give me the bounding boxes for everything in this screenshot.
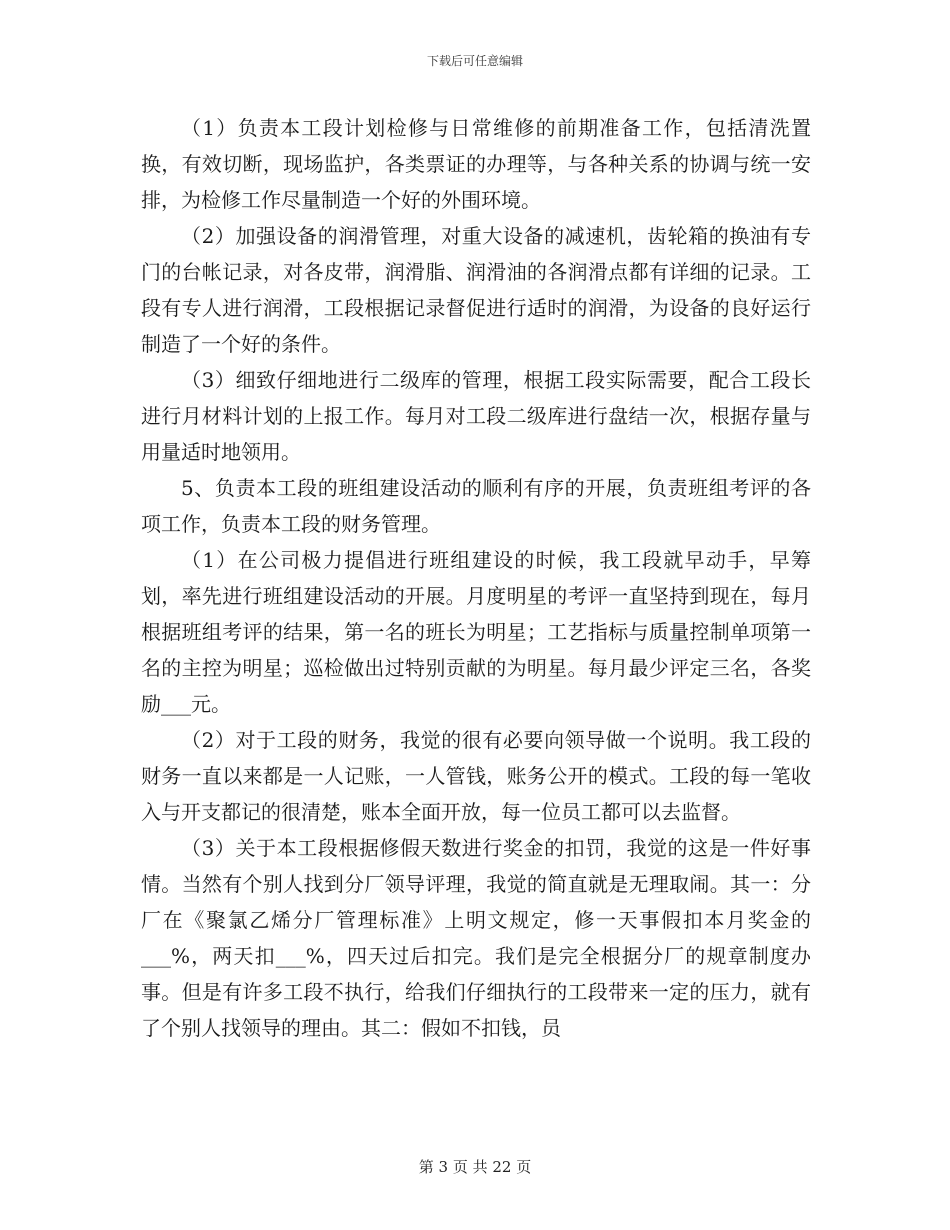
document-body [141,110,811,1046]
paragraph-7: （3）关于本工段根据修假天数进行奖金的扣罚，我觉的这是一件好事情。当然有个别人找到分厂领导评理，我觉的简直就是无理取闹。其一：分厂在《聚氯乙烯分厂管理标准》上明文规定，修一天事假扣本月奖金的___%，两天扣___%，四天过后扣完。我们是完全根据分厂的规章制度办事。但是有许多工段不执行，给我们仔细执行的工段带来一定的压力，就有了个别人找领导的理由。其二：假如不扣钱，员 [141,836,811,1040]
paragraph-3: （3）细致仔细地进行二级库的管理，根据工段实际需要，配合工段长进行月材料计划的上报工作。每月对工段二级库进行盘结一次，根据存量与用量适时地领用。 [141,368,811,464]
paragraph-5: （1）在公司极力提倡进行班组建设的时候，我工段就早动手，早筹划，率先进行班组建设活动的开展。月度明星的考评一直坚持到现在，每月根据班组考评的结果，第一名的班长为明星；工艺指标与质量控制单项第一名的主控为明星；巡检做出过特别贡献的为明星。每月最少评定三名，各奖励___元。 [141,548,811,716]
paragraph-6: （2）对于工段的财务，我觉的很有必要向领导做一个说明。我工段的财务一直以来都是一人记账，一人管钱，账务公开的模式。工段的每一笔收入与开支都记的很清楚，账本全面开放，每一位员工都可以去监督。 [141,728,811,824]
paragraph-2: （2）加强设备的润滑管理，对重大设备的减速机，齿轮箱的换油有专门的台帐记录，对各皮带，润滑脂、润滑油的各润滑点都有详细的记录。工段有专人进行润滑，工段根据记录督促进行适时的润滑，为设备的良好运行制造了一个好的条件。 [141,224,811,356]
paragraph-4: 5、负责本工段的班组建设活动的顺利有序的开展，负责班组考评的各项工作，负责本工段的财务管理。 [141,476,811,536]
page-header: 下载后可任意编辑 [426,54,523,68]
paragraph-1: （1）负责本工段计划检修与日常维修的前期准备工作，包括清洗置换，有效切断，现场监护，各类票证的办理等，与各种关系的协调与统一安排，为检修工作尽量制造一个好的外围环境。 [141,116,811,212]
page-number: 第 3 页 共 22 页 [418,1158,532,1176]
